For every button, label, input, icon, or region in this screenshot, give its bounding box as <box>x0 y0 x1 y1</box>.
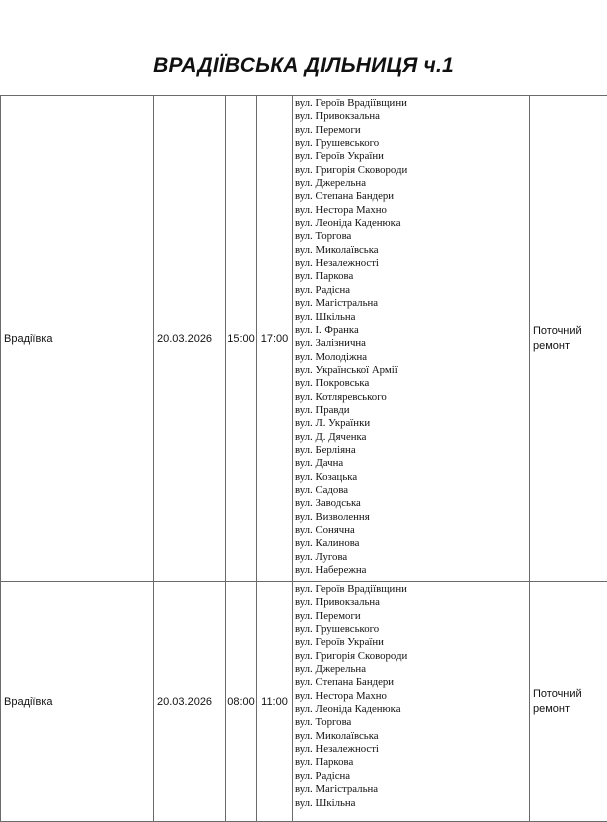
street-item: вул. Набережна <box>295 564 529 577</box>
street-item: вул. Незалежності <box>295 743 529 756</box>
street-item: вул. Перемоги <box>295 610 529 623</box>
street-item: вул. Григорія Сковороди <box>295 650 529 663</box>
street-item: вул. Торгова <box>295 716 529 729</box>
street-item: вул. Миколаївська <box>295 244 529 257</box>
street-item: вул. Джерельна <box>295 177 529 190</box>
street-item: вул. Героїв Врадіївщини <box>295 583 529 596</box>
table-row <box>1 96 607 582</box>
street-item: вул. Миколаївська <box>295 730 529 743</box>
street-item: вул. Привокзальна <box>295 596 529 609</box>
street-item: вул. Героїв України <box>295 150 529 163</box>
street-item: вул. Привокзальна <box>295 110 529 123</box>
start-time-cell: 15:00 <box>226 96 257 582</box>
street-item: вул. Української Армії <box>295 364 529 377</box>
street-item: вул. Григорія Сковороди <box>295 164 529 177</box>
end-time-cell: 11:00 <box>257 582 293 822</box>
end-time-cell: 17:00 <box>257 96 293 582</box>
street-item: вул. Котляревського <box>295 391 529 404</box>
streets-cell <box>293 96 530 582</box>
street-item: вул. Степана Бандери <box>295 676 529 689</box>
outage-schedule-table <box>0 95 607 822</box>
street-item: вул. Козацька <box>295 471 529 484</box>
locality-cell: Врадіївка <box>1 582 154 822</box>
street-item: вул. Нестора Махно <box>295 690 529 703</box>
locality-cell: Врадіївка <box>1 96 154 582</box>
street-item: вул. Героїв України <box>295 636 529 649</box>
street-item: вул. Магістральна <box>295 297 529 310</box>
street-item: вул. Грушевського <box>295 623 529 636</box>
street-item: вул. Паркова <box>295 270 529 283</box>
street-item: вул. Джерельна <box>295 663 529 676</box>
street-item: вул. Паркова <box>295 756 529 769</box>
street-item: вул. Молодіжна <box>295 351 529 364</box>
street-item: вул. Д. Дяченка <box>295 431 529 444</box>
street-item: вул. І. Франка <box>295 324 529 337</box>
street-item: вул. Садова <box>295 484 529 497</box>
street-item: вул. Незалежності <box>295 257 529 270</box>
street-item: вул. Нестора Махно <box>295 204 529 217</box>
street-item: вул. Дачна <box>295 457 529 470</box>
street-item: вул. Магістральна <box>295 783 529 796</box>
street-item: вул. Степана Бандери <box>295 190 529 203</box>
street-item: вул. Леоніда Каденюка <box>295 217 529 230</box>
street-item: вул. Леоніда Каденюка <box>295 703 529 716</box>
streets-cell <box>293 582 530 822</box>
reason-cell: Поточний ремонт <box>530 582 607 822</box>
street-item: вул. Шкільна <box>295 797 529 810</box>
street-item: вул. Сонячна <box>295 524 529 537</box>
date-cell: 20.03.2026 <box>154 582 226 822</box>
street-item: вул. Радісна <box>295 284 529 297</box>
start-time-cell: 08:00 <box>226 582 257 822</box>
street-item: вул. Шкільна <box>295 311 529 324</box>
page-title: ВРАДІЇВСЬКА ДІЛЬНИЦЯ ч.1 <box>0 51 607 81</box>
street-item: вул. Радісна <box>295 770 529 783</box>
street-item: вул. Визволення <box>295 511 529 524</box>
street-item: вул. Залізнична <box>295 337 529 350</box>
table-row <box>1 582 607 822</box>
street-item: вул. Калинова <box>295 537 529 550</box>
street-item: вул. Грушевського <box>295 137 529 150</box>
street-item: вул. Героїв Врадіївщини <box>295 97 529 110</box>
street-item: вул. Л. Українки <box>295 417 529 430</box>
street-item: вул. Берліяна <box>295 444 529 457</box>
street-item: вул. Перемоги <box>295 124 529 137</box>
street-item: вул. Торгова <box>295 230 529 243</box>
street-item: вул. Заводська <box>295 497 529 510</box>
street-item: вул. Покровська <box>295 377 529 390</box>
street-item: вул. Лугова <box>295 551 529 564</box>
street-item: вул. Правди <box>295 404 529 417</box>
reason-cell: Поточний ремонт <box>530 96 607 582</box>
street-list <box>293 96 529 578</box>
street-list <box>293 582 529 811</box>
date-cell: 20.03.2026 <box>154 96 226 582</box>
